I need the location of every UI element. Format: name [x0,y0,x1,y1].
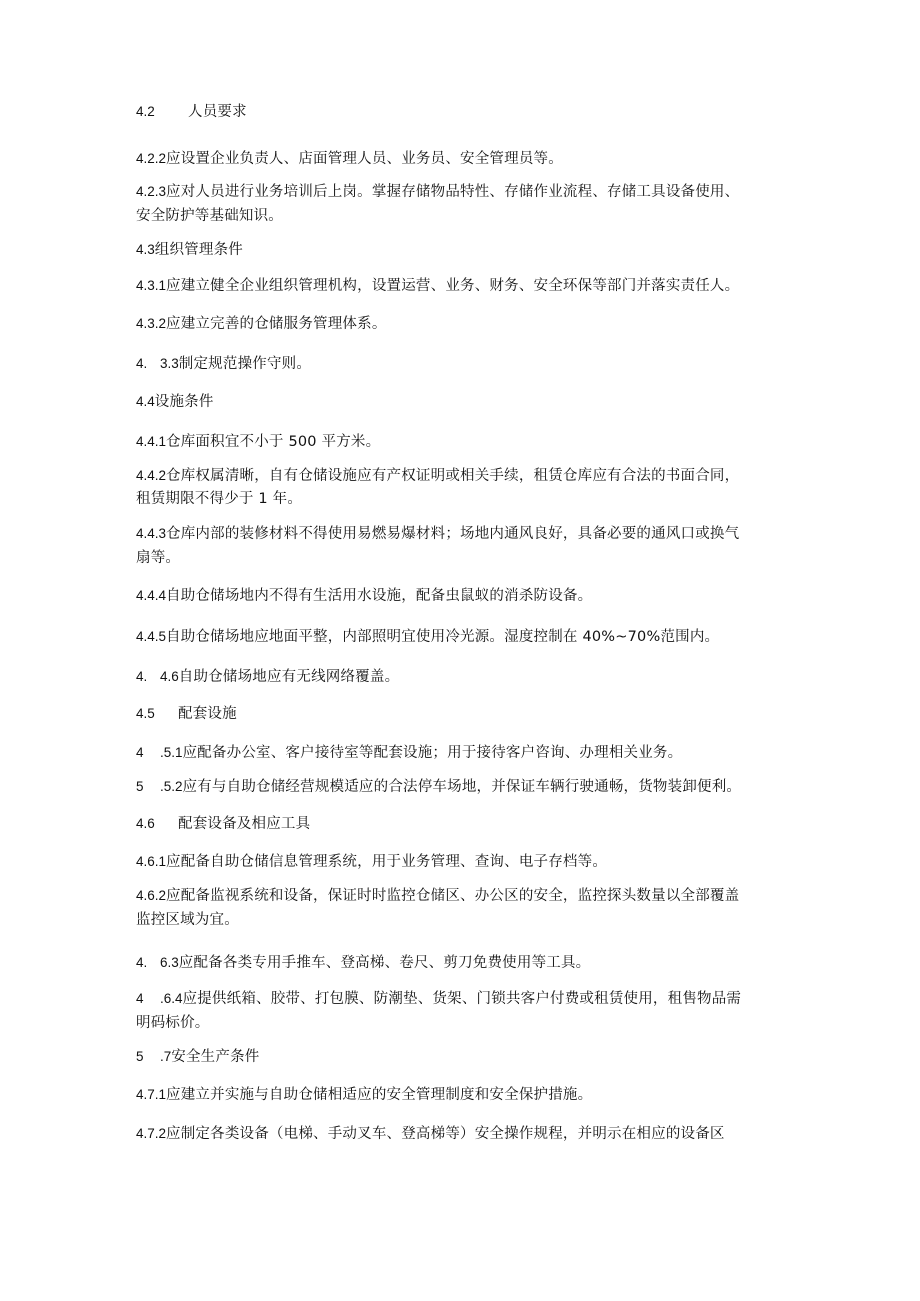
clause-number: 4.2.3 [136,184,167,199]
clause-continuation [136,205,786,227]
section-title: 组织管理条件 [154,242,243,258]
clause-number: 4.4.2 [136,468,167,483]
clause-text: 扇等。 [136,550,181,566]
clause-number: 4.3.2 [136,316,167,331]
clause-text: 应配备各类专用手推车、登高梯、卷尺、剪刀免费使用等工具。 [178,955,591,971]
section-title: 配套设备及相应工具 [178,816,311,832]
clause-number: 4 [136,745,144,760]
clause-text: 仓库内部的装修材料不得使用易燃易爆材料；场地内通风良好，具备必要的通风口或换气 [166,526,740,542]
section-title: 安全生产条件 [171,1049,260,1065]
clause [136,988,786,1010]
clause-text: 自助仓储场地内不得有生活用水设施，配备虫鼠蚁的消杀防设备。 [166,588,593,604]
clause-text: 租赁期限不得少于 1 年。 [136,491,303,507]
clause-number: 4. [136,356,148,371]
clause-text: 自助仓储场地应有无线网络覆盖。 [178,669,400,685]
clause-text: 应提供纸箱、胶带、打包膜、防潮垫、货架、门锁共客户付费或租赁使用，租售物品需 [182,991,742,1007]
clause-number-suffix: 3.3 [160,356,179,371]
clause [136,1084,786,1106]
section-number: 4.2 [136,104,155,119]
clause-text: 自助仓储场地应地面平整，内部照明宜使用冷光源。湿度控制在 40%~70%范围内。 [166,629,720,645]
clause-text: 应对人员进行业务培训后上岗。掌握存储物品特性、存储作业流程、存储工具设备使用、 [166,184,740,200]
clause-number: 4. [136,955,148,970]
clause-number-suffix: 4.6 [160,669,179,684]
clause [136,666,786,688]
clause-continuation [136,488,786,510]
clause-text: 应制定各类设备（电梯、手动叉车、登高梯等）安全操作规程，并明示在相应的设备区 [166,1126,725,1142]
clause-text: 应建立完善的仓储服务管理体系。 [166,316,387,332]
clause [136,275,786,297]
clause [136,885,786,907]
clause [136,523,786,545]
section-number: 4.4 [136,394,155,409]
clause-number: 4.4.3 [136,526,167,541]
clause-number-suffix: .5.2 [160,779,183,794]
section-number: 5 [136,1049,144,1064]
clause-number-suffix: .6.4 [160,991,183,1006]
clause [136,431,786,453]
clause-text: 应设置企业负责人、店面管理人员、业务员、安全管理员等。 [166,151,563,167]
clause-number: 4.6.1 [136,854,167,869]
clause-number: 4.7.2 [136,1126,167,1141]
clause [136,465,786,487]
clause-text: 仓库权属清晰，自有仓储设施应有产权证明或相关手续，租赁仓库应有合法的书面合同， [166,468,740,484]
section-number: 4.5 [136,706,155,721]
clause-number: 4.3.1 [136,278,167,293]
clause-text: 应配备监视系统和设备，保证时时监控仓储区、办公区的安全，监控探头数量以全部覆盖 [166,888,740,904]
clause [136,148,786,170]
clause [136,851,786,873]
clause [136,181,786,203]
section-title: 人员要求 [188,104,247,120]
clause [136,626,786,648]
clause-text: 应建立健全企业组织管理机构，设置运营、业务、财务、安全环保等部门并落实责任人。 [166,278,740,294]
section-title: 配套设施 [178,706,237,722]
clause-continuation [136,1012,786,1034]
section-heading [136,391,786,413]
clause-number: 4.4.1 [136,434,167,449]
clause-text: 明码标价。 [136,1015,210,1031]
clause-text: 应有与自助仓储经营规模适应的合法停车场地，并保证车辆行驶通畅，货物装卸便利。 [182,779,742,795]
section-title: 设施条件 [154,394,214,410]
section-heading [136,101,786,123]
clause [136,952,786,974]
clause-number-suffix: 6.3 [160,955,179,970]
clause-number: 4.4.5 [136,629,167,644]
clause-text: 应配备自助仓储信息管理系统，用于业务管理、查询、电子存档等。 [166,854,608,870]
clause-text: 制定规范操作守则。 [178,356,312,372]
clause-text: 应建立并实施与自助仓储相适应的安全管理制度和安全保护措施。 [166,1087,593,1103]
clause-text: 仓库面积宜不小于 500 平方米。 [166,434,381,450]
clause-text: 监控区域为宜。 [136,912,239,928]
section-number: 4.3 [136,242,155,257]
section-heading [136,703,786,725]
clause-number: 4 [136,991,144,1006]
clause [136,585,786,607]
section-heading [136,1046,786,1068]
clause-number: 4.2.2 [136,151,167,166]
clause-number: 5 [136,779,144,794]
section-heading [136,813,786,835]
section-number-suffix: .7 [160,1049,172,1064]
clause [136,1123,786,1145]
clause [136,742,786,764]
clause [136,776,786,798]
clause-number: 4. [136,669,148,684]
clause-continuation [136,547,786,569]
clause [136,313,786,335]
clause-number: 4.6.2 [136,888,167,903]
section-number: 4.6 [136,816,155,831]
clause-text: 应配备办公室、客户接待室等配套设施；用于接待客户咨询、办理相关业务。 [182,745,683,761]
section-heading [136,239,786,261]
clause [136,353,786,375]
clause-number: 4.4.4 [136,588,167,603]
clause-text: 安全防护等基础知识。 [136,208,283,224]
clause-number: 4.7.1 [136,1087,167,1102]
clause-number-suffix: .5.1 [160,745,183,760]
clause-continuation [136,909,786,931]
